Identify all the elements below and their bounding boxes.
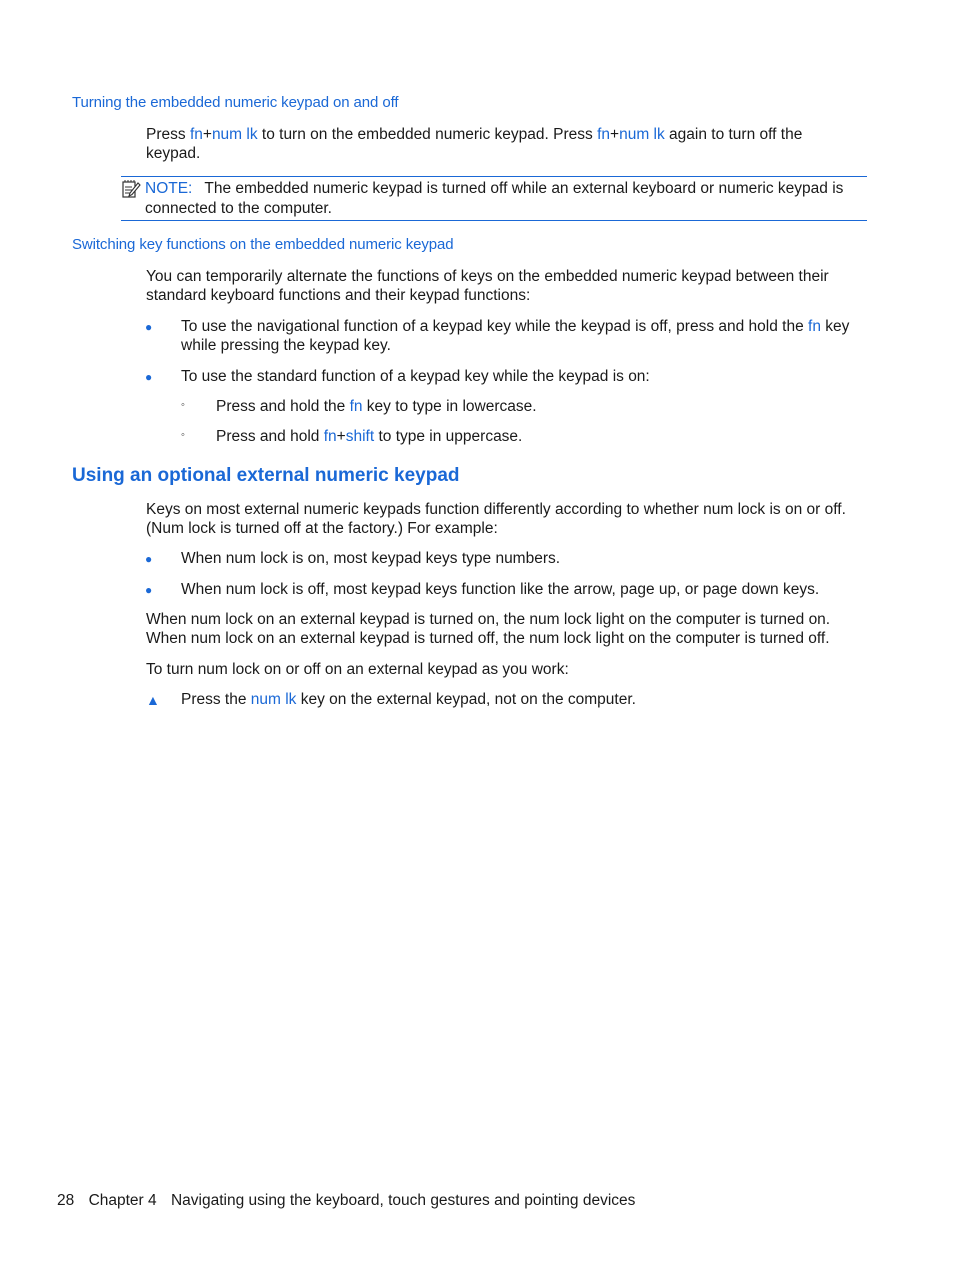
note-pad-icon <box>121 179 141 199</box>
bullet-icon: ● <box>145 552 153 566</box>
bullet-icon: ● <box>145 370 153 384</box>
paragraph-turn-num-lock: To turn num lock on or off on an external keypad as you work: <box>146 661 569 678</box>
paragraph-toggle-instructions <box>146 125 846 163</box>
section-heading-switching-key-functions: Switching key functions on the embedded numeric keypad <box>72 236 454 253</box>
note-label: NOTE: <box>145 180 193 197</box>
step-triangle-icon: ▲ <box>146 692 160 708</box>
note-text <box>145 179 867 218</box>
chapter-title: Navigating using the keyboard, touch gestures and pointing devices <box>170 1192 636 1209</box>
text: to turn on the embedded numeric keypad. Press <box>257 126 598 143</box>
page-number: 28 <box>57 1192 75 1209</box>
text: to type in uppercase. <box>374 428 523 445</box>
text: key while pressing the keypad key. <box>181 318 850 354</box>
bullet-icon: ● <box>145 583 153 597</box>
text: + <box>202 126 212 143</box>
text: key on the external keypad, not on the computer. <box>296 691 636 708</box>
text: Press the <box>181 691 251 708</box>
key-fn: fn <box>189 126 203 143</box>
paragraph-num-lock-light: When num lock on an external keypad is turned on, the num lock light on the computer is turned on. When num lock on an external keypad is turned off, the num lock light on the computer is turned off. <box>146 611 831 647</box>
key-num-lk: num lk <box>211 126 258 143</box>
paragraph-switching-intro: You can temporarily alternate the functions of keys on the embedded numeric keypad between their standard keyboard functions and their keypad functions: <box>146 268 829 304</box>
list-item-navigational-function <box>181 317 861 355</box>
note-body: The embedded numeric keypad is turned off while an external keyboard or numeric keypad is connected to the computer. <box>145 180 844 217</box>
list-item-standard-function: To use the standard function of a keypad key while the keypad is on: <box>181 368 650 385</box>
bullet-icon: ● <box>145 320 153 334</box>
text: Press and hold the <box>216 398 350 415</box>
sub-bullet-icon: ◦ <box>181 399 185 411</box>
key-num-lk: num lk <box>619 126 665 143</box>
text: Press and hold <box>216 428 324 445</box>
step-press-num-lk <box>181 690 861 709</box>
key-fn: fn <box>349 398 363 415</box>
list-item-num-lock-on: When num lock is on, most keypad keys type numbers. <box>181 550 561 567</box>
text: + <box>336 428 346 445</box>
text: key to type in lowercase. <box>362 398 537 415</box>
sub-list-item-lowercase <box>216 397 856 416</box>
text: again to turn off the keypad. <box>146 126 803 162</box>
key-fn: fn <box>323 428 337 445</box>
page-footer <box>57 1192 645 1210</box>
paragraph-external-intro: Keys on most external numeric keypads function differently according to whether num lock is on or off. (Num lock is turned off at the factory.) For example: <box>146 501 846 537</box>
sub-bullet-icon: ◦ <box>181 429 185 441</box>
text: To use the navigational function of a keypad key while the keypad is off, press and hold the <box>181 318 809 335</box>
section-heading-external-keypad: Using an optional external numeric keypad <box>72 465 460 486</box>
section-heading-embedded-keypad-toggle: Turning the embedded numeric keypad on and off <box>72 94 399 111</box>
key-shift: shift <box>345 428 375 445</box>
text: Press <box>146 126 190 143</box>
list-item-num-lock-off: When num lock is off, most keypad keys function like the arrow, page up, or page down keys. <box>181 581 820 598</box>
chapter-label: Chapter 4 <box>88 1192 157 1209</box>
text: + <box>610 126 620 143</box>
key-num-lk: num lk <box>250 691 297 708</box>
key-fn: fn <box>808 318 821 335</box>
sub-list-item-uppercase <box>216 427 856 446</box>
key-fn: fn <box>597 126 611 143</box>
note-box <box>121 176 867 221</box>
